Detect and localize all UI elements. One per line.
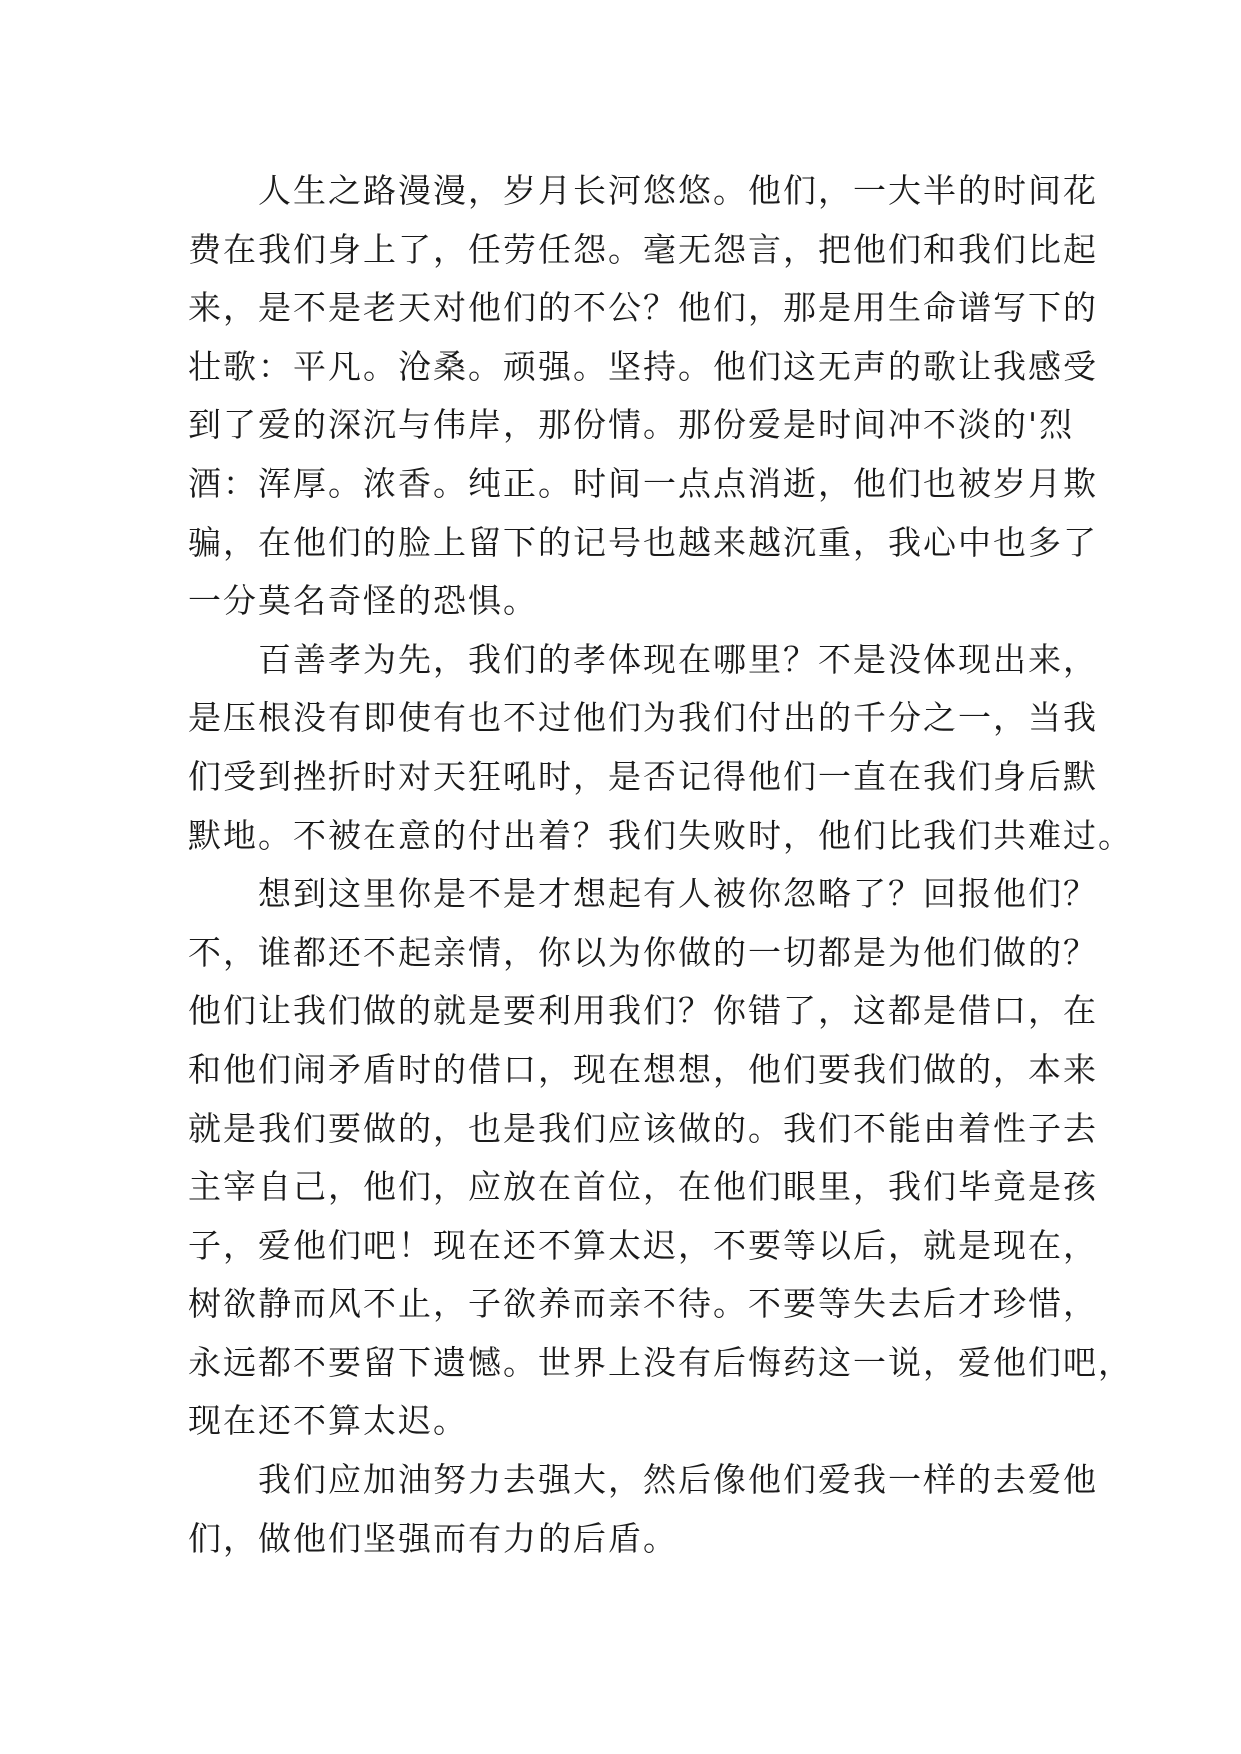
- text-line: 就是我们要做的，也是我们应该做的。我们不能由着性子去: [188, 1108, 1098, 1148]
- text-line: 子，爱他们吧！现在还不算太迟，不要等以后，就是现在，: [188, 1225, 1098, 1265]
- text-line: 来，是不是老天对他们的不公？他们，那是用生命谱写下的: [188, 288, 1098, 328]
- text-line: 树欲静而风不止，子欲养而亲不待。不要等失去后才珍惜，: [188, 1284, 1098, 1324]
- article-body: [188, 162, 1133, 1568]
- text-line: 一分莫名奇怪的恐惧。: [188, 581, 538, 621]
- text-line: 人生之路漫漫，岁月长河悠悠。他们，一大半的时间花: [188, 171, 1098, 210]
- text-line: 现在还不算太迟。: [188, 1401, 468, 1441]
- paragraph-2: [188, 631, 1133, 865]
- text-line: 永远都不要留下遗憾。世界上没有后悔药这一说，爱他们吧，: [188, 1342, 1133, 1382]
- text-line: 壮歌：平凡。沧桑。顽强。坚持。他们这无声的歌让我感受: [188, 346, 1098, 386]
- text-line: 们受到挫折时对天狂吼时，是否记得他们一直在我们身后默: [188, 756, 1098, 796]
- text-line: 想到这里你是不是才想起有人被你忽略了？回报他们？: [188, 874, 1098, 914]
- text-line: 默地。不被在意的付出着？我们失败时，他们比我们共难过。: [188, 815, 1133, 855]
- paragraph-3: [188, 865, 1133, 1451]
- text-line: 不，谁都还不起亲情，你以为你做的一切都是为他们做的？: [188, 932, 1098, 972]
- text-line: 和他们闹矛盾时的借口，现在想想，他们要我们做的，本来: [188, 1049, 1098, 1089]
- text-line: 他们让我们做的就是要利用我们？你错了，这都是借口，在: [188, 991, 1098, 1031]
- text-line: 是压根没有即使有也不过他们为我们付出的千分之一，当我: [188, 698, 1098, 738]
- text-line: 骗，在他们的脸上留下的记号也越来越沉重，我心中也多了: [188, 522, 1098, 562]
- text-line: 到了爱的深沉与伟岸，那份情。那份爱是时间冲不淡的'烈: [188, 405, 1075, 445]
- text-line: 酒：浑厚。浓香。纯正。时间一点点消逝，他们也被岁月欺: [188, 463, 1098, 503]
- paragraph-4: [188, 1451, 1098, 1568]
- text-line: 们，做他们坚强而有力的后盾。: [188, 1518, 678, 1558]
- text-line: 百善孝为先，我们的孝体现在哪里？不是没体现出来，: [188, 639, 1098, 679]
- text-line: 我们应加油努力去强大，然后像他们爱我一样的去爱他: [188, 1460, 1098, 1500]
- text-line: 费在我们身上了，任劳任怨。毫无怨言，把他们和我们比起: [188, 229, 1098, 269]
- paragraph-1: [188, 162, 1098, 631]
- text-line: 主宰自己，他们，应放在首位，在他们眼里，我们毕竟是孩: [188, 1167, 1098, 1207]
